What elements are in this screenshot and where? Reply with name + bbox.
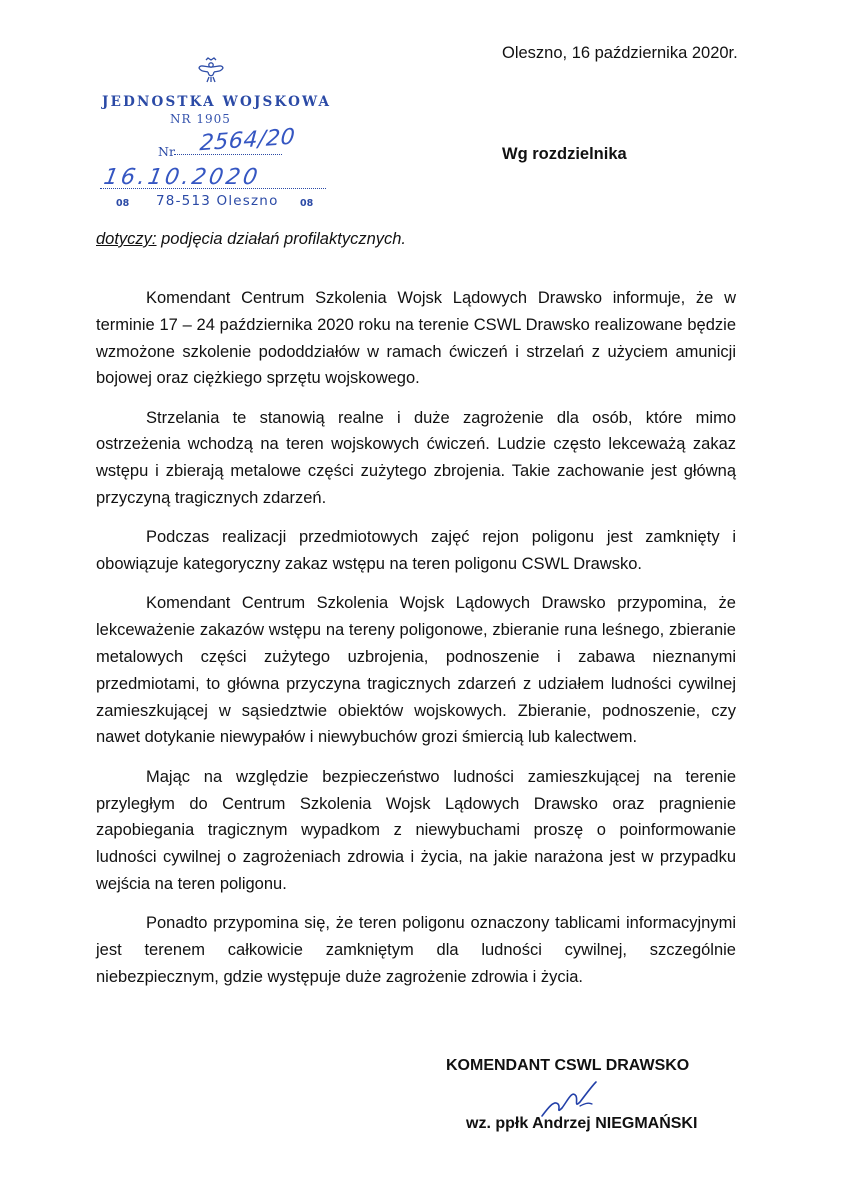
unit-stamp xyxy=(96,52,346,212)
subject-label: dotyczy: xyxy=(96,230,157,248)
signatory-title: KOMENDANT CSWL DRAWSKO xyxy=(446,1057,690,1074)
stamp-nr-label: Nr xyxy=(158,144,175,159)
handwritten-reference-number: 2564/20 xyxy=(198,124,297,157)
eagle-emblem-icon xyxy=(196,56,226,86)
body-paragraph: Komendant Centrum Szkolenia Wojsk Lądowych Drawsko przypomina, że lekceważenie zakazów wstępu na tereny poligonowe, zbieranie runa leśnego, zbieranie metalowych części zużytego uzbrojenia, podnoszenie i zabawa nieznanymi przedmiotami, to główna przyczyna tragicznych zdarzeń z udziałem ludności cywilnej zamieszkującej w sąsiedztwie obiektów wojskowych. Zbieranie, podnoszenie, czy nawet dotykanie niewypałów i niewybuchów grozi śmiercią lub kalectwem. xyxy=(96,594,736,747)
recipient: Wg rozdzielnika xyxy=(502,145,627,163)
handwritten-date: 16.10.2020 xyxy=(101,165,263,190)
letter-body xyxy=(96,285,736,1003)
body-paragraph: Mając na względzie bezpieczeństwo ludności zamieszkującej na terenie przyległym do Centrum Szkolenia Wojsk Lądowych Drawsko oraz pragnienie zapobiegania tragicznym wypadkom z niewybuchami proszę o poinformowanie ludności cywilnej o zagrożeniach zdrowia i życia, na jakie narażona jest w przypadku wejścia na teren poligonu. xyxy=(96,767,736,893)
subject-line xyxy=(96,230,406,249)
body-paragraph: Ponadto przypomina się, że teren poligonu oznaczony tablicami informacyjnymi jest terenem całkowicie zamkniętym dla ludności cywilnej, szczególnie niebezpiecznym, gdzie występuje duże zagrożenie zdrowia i życia. xyxy=(96,914,736,986)
body-paragraph: Strzelania te stanowią realne i duże zagrożenie dla osób, które mimo ostrzeżenia wchodzą na teren wojskowych ćwiczeń. Ludzie często lekceważą zakaz wstępu i zbierają metalowe części zużytego zbrojenia. Takie zachowanie jest główną przyczyną tragicznych zdarzeń. xyxy=(96,408,736,508)
stamp-date-dotted-line xyxy=(100,188,326,189)
body-paragraph: Podczas realizacji przedmiotowych zajęć rejon poligonu jest zamknięty i obowiązuje kategoryczny zakaz wstępu na teren poligonu CSWL Drawsko. xyxy=(96,528,736,574)
signatory-name: wz. ppłk Andrzej NIEGMAŃSKI xyxy=(466,1115,698,1132)
stamp-corner-right: 08 xyxy=(300,198,314,209)
place-and-date: Oleszno, 16 października 2020r. xyxy=(502,44,738,62)
body-paragraph: Komendant Centrum Szkolenia Wojsk Lądowych Drawsko informuje, że w terminie 17 – 24 października 2020 roku na terenie CSWL Drawsko realizowane będzie wzmożone szkolenie pododdziałów w ramach ćwiczeń i strzelań z użyciem amunicji bojowej oraz ciężkiego sprzętu wojskowego. xyxy=(96,289,736,388)
stamp-unit-number: NR 1905 xyxy=(170,112,231,126)
stamp-corner-left: 08 xyxy=(116,198,130,209)
stamp-unit-name: JEDNOSTKA WOJSKOWA xyxy=(102,94,332,110)
stamp-postal-city: 78-513 Oleszno xyxy=(156,193,279,209)
subject-text: podjęcia działań profilaktycznych. xyxy=(161,230,407,248)
